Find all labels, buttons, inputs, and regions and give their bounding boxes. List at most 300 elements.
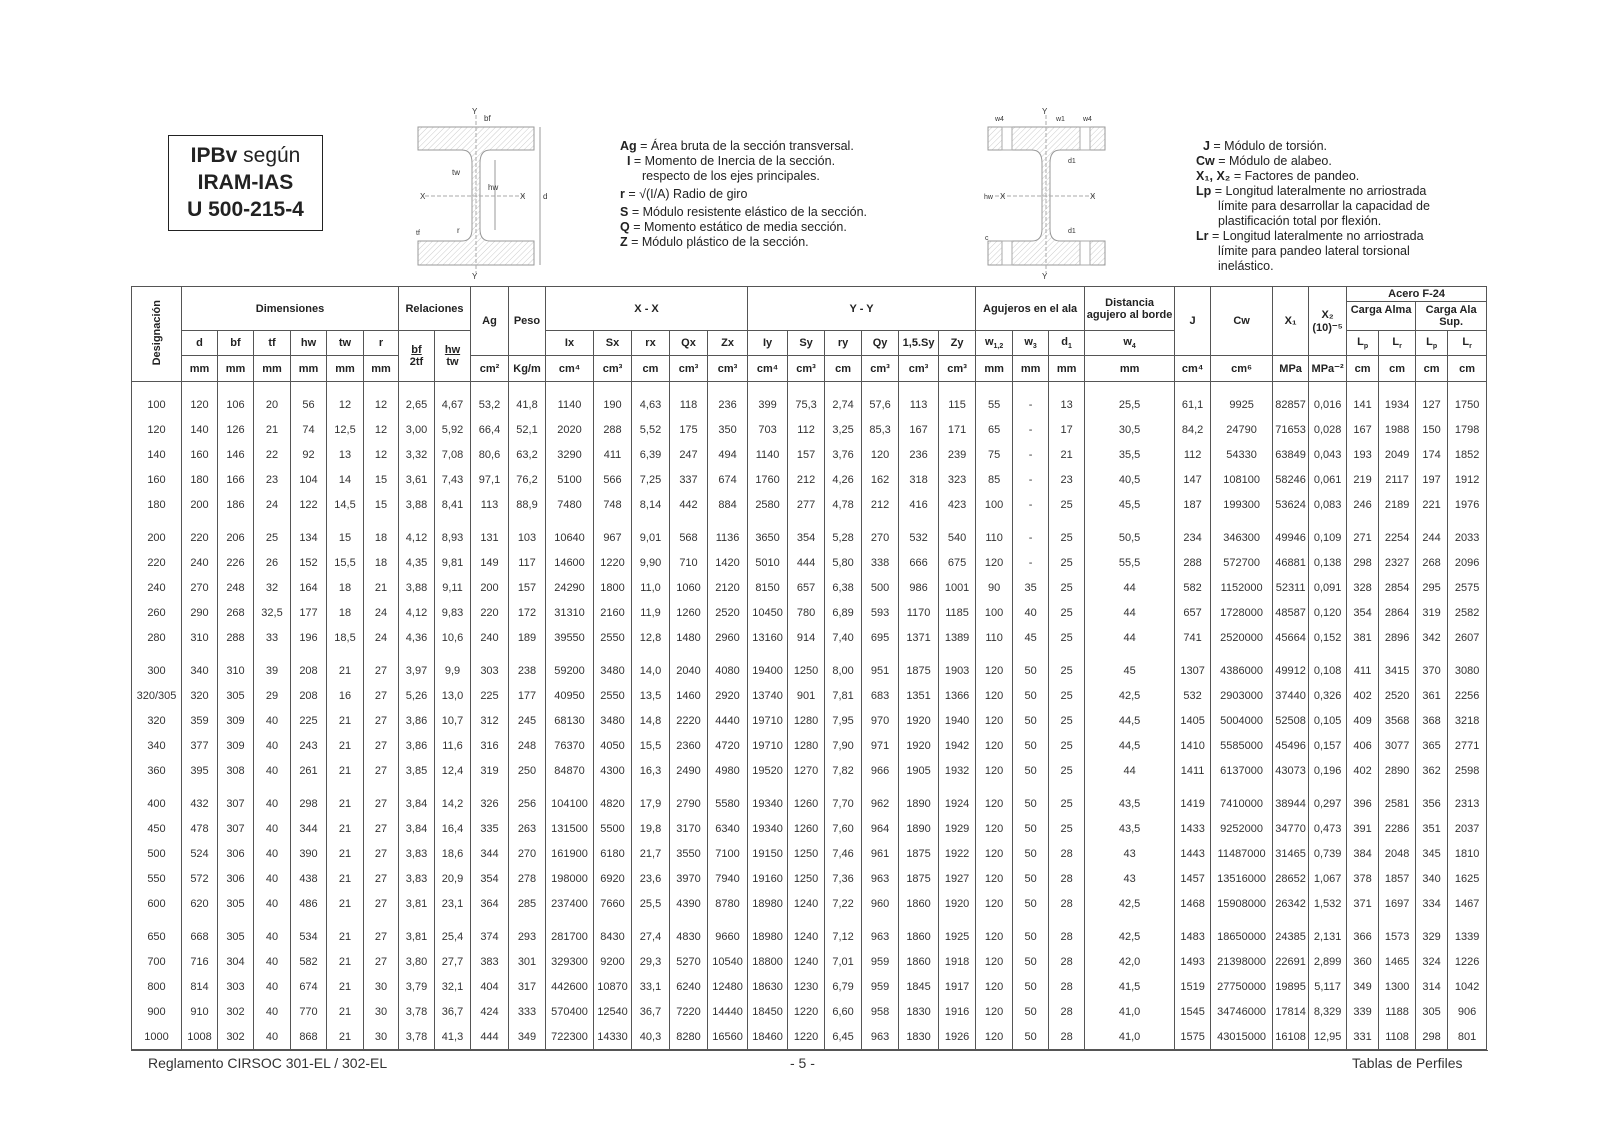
value-cell: 27 <box>364 758 399 783</box>
value-cell: 1927 <box>939 866 976 891</box>
value-cell: 1339 <box>1448 916 1487 949</box>
value-cell: 45 <box>1013 625 1049 650</box>
svg-text:hw: hw <box>984 194 993 201</box>
value-cell: 6137000 <box>1211 758 1273 783</box>
value-cell: 120 <box>976 683 1013 708</box>
value-cell: 49912 <box>1273 650 1309 683</box>
value-cell: 1140 <box>748 442 788 467</box>
value-cell: 0,157 <box>1309 733 1347 758</box>
table-row <box>132 816 1487 841</box>
svg-text:Y: Y <box>1042 107 1048 116</box>
value-cell: 416 <box>899 492 939 517</box>
value-cell: 6,39 <box>632 442 670 467</box>
value-cell: 344 <box>291 816 327 841</box>
value-cell: 3550 <box>670 841 708 866</box>
value-cell: 329300 <box>546 949 594 974</box>
value-cell: 570400 <box>546 999 594 1024</box>
value-cell: 532 <box>899 517 939 550</box>
value-cell: 161900 <box>546 841 594 866</box>
value-cell: 113 <box>471 492 509 517</box>
value-cell: 285 <box>509 891 546 916</box>
designation-cell: 240 <box>132 575 182 600</box>
ibeam-section-diagram <box>410 105 550 280</box>
value-cell: 305 <box>218 683 254 708</box>
value-cell: 120 <box>976 841 1013 866</box>
value-cell: 25,5 <box>632 891 670 916</box>
value-cell: 2490 <box>670 758 708 783</box>
value-cell: 1371 <box>899 625 939 650</box>
value-cell: 442 <box>670 492 708 517</box>
table-row <box>132 841 1487 866</box>
value-cell: 61,1 <box>1175 382 1211 418</box>
value-cell: 189 <box>509 625 546 650</box>
value-cell: 10540 <box>708 949 748 974</box>
value-cell: 6,45 <box>825 1024 862 1050</box>
value-cell: 56 <box>291 382 327 418</box>
value-cell: 409 <box>1347 708 1379 733</box>
value-cell: 1925 <box>939 916 976 949</box>
value-cell: 220 <box>182 517 218 550</box>
value-cell: 478 <box>182 816 218 841</box>
legend-ag: Ag = Área bruta de la sección transversal. <box>620 139 854 153</box>
value-cell: 45,5 <box>1085 492 1175 517</box>
value-cell: 288 <box>594 417 632 442</box>
value-cell: 13740 <box>748 683 788 708</box>
value-cell: 18,5 <box>327 625 364 650</box>
value-cell: 33 <box>254 625 291 650</box>
value-cell: 120 <box>976 783 1013 816</box>
value-cell: 71653 <box>1273 417 1309 442</box>
value-cell: 1875 <box>899 650 939 683</box>
value-cell: 245 <box>509 708 546 733</box>
value-cell: 212 <box>788 467 825 492</box>
value-cell: 236 <box>708 382 748 418</box>
value-cell: 43 <box>1085 866 1175 891</box>
value-cell: 2,131 <box>1309 916 1347 949</box>
value-cell: 263 <box>509 816 546 841</box>
header-cw: Cw <box>1211 287 1273 356</box>
value-cell: 11,6 <box>435 733 471 758</box>
value-cell: 44,5 <box>1085 708 1175 733</box>
value-cell: 180 <box>182 467 218 492</box>
value-cell: 6180 <box>594 841 632 866</box>
table-row <box>132 999 1487 1024</box>
value-cell: 27 <box>364 841 399 866</box>
value-cell: 37440 <box>1273 683 1309 708</box>
value-cell: 4,78 <box>825 492 862 517</box>
value-cell: 716 <box>182 949 218 974</box>
table-row <box>132 1024 1487 1050</box>
col-hw: hw <box>291 331 327 356</box>
title-code: U 500-215-4 <box>187 198 304 221</box>
table-row <box>132 758 1487 783</box>
value-cell: 3,86 <box>399 733 435 758</box>
value-cell: 5580 <box>708 783 748 816</box>
value-cell: 4050 <box>594 733 632 758</box>
value-cell: 3,61 <box>399 467 435 492</box>
legend-lp-cont1: límite para desarrollar la capacidad de <box>1218 199 1430 213</box>
value-cell: 0,152 <box>1309 625 1347 650</box>
designation-cell: 360 <box>132 758 182 783</box>
header-x2: X₂ (10)⁻⁵ <box>1309 287 1347 356</box>
header-relaciones: Relaciones <box>399 287 471 331</box>
value-cell: 1008 <box>182 1024 218 1050</box>
col-bf: bf <box>218 331 254 356</box>
header-xx: X - X <box>546 287 748 331</box>
table-row <box>132 650 1487 683</box>
value-cell: 406 <box>1347 733 1379 758</box>
value-cell: 13,5 <box>632 683 670 708</box>
value-cell: 620 <box>182 891 218 916</box>
value-cell: 1307 <box>1175 650 1211 683</box>
value-cell: 74 <box>291 417 327 442</box>
value-cell: 6340 <box>708 816 748 841</box>
value-cell: 186 <box>218 492 254 517</box>
value-cell: 28652 <box>1273 866 1309 891</box>
value-cell: 6,38 <box>825 575 862 600</box>
value-cell: 24 <box>364 600 399 625</box>
value-cell: 963 <box>862 866 899 891</box>
value-cell: 1483 <box>1175 916 1211 949</box>
value-cell: 84,2 <box>1175 417 1211 442</box>
value-cell: 18460 <box>748 1024 788 1050</box>
value-cell: 3,84 <box>399 783 435 816</box>
designation-cell: 260 <box>132 600 182 625</box>
value-cell: 288 <box>218 625 254 650</box>
value-cell: 1260 <box>670 600 708 625</box>
svg-text:c: c <box>985 235 989 242</box>
value-cell: 668 <box>182 916 218 949</box>
value-cell: 18 <box>327 575 364 600</box>
header-yy: Y - Y <box>748 287 976 331</box>
value-cell: 40 <box>254 1024 291 1050</box>
value-cell: 28 <box>1049 949 1085 974</box>
legend-x: X₁, X₂ = Factores de pandeo. <box>1196 169 1360 183</box>
value-cell: 50 <box>1013 999 1049 1024</box>
value-cell: 40,3 <box>632 1024 670 1050</box>
value-cell: 234 <box>1175 517 1211 550</box>
svg-text:tw: tw <box>452 168 460 177</box>
value-cell: 52311 <box>1273 575 1309 600</box>
value-cell: 2360 <box>670 733 708 758</box>
value-cell: 2048 <box>1379 841 1416 866</box>
col-zy: Zy <box>939 331 976 356</box>
value-cell: 1188 <box>1379 999 1416 1024</box>
value-cell: 1875 <box>899 841 939 866</box>
value-cell: 2189 <box>1379 492 1416 517</box>
value-cell: 395 <box>182 758 218 783</box>
value-cell: 18650000 <box>1211 916 1273 949</box>
value-cell: 1625 <box>1448 866 1487 891</box>
value-cell: 38944 <box>1273 783 1309 816</box>
value-cell: 147 <box>1175 467 1211 492</box>
value-cell: 371 <box>1347 891 1379 916</box>
value-cell: 301 <box>509 949 546 974</box>
value-cell: 3480 <box>594 650 632 683</box>
value-cell: 1493 <box>1175 949 1211 974</box>
legend-lr-cont2: inelástico. <box>1218 259 1274 273</box>
value-cell: 770 <box>291 999 327 1024</box>
value-cell: 7,46 <box>825 841 862 866</box>
value-cell: 302 <box>218 999 254 1024</box>
value-cell: 0,120 <box>1309 600 1347 625</box>
value-cell: 55,5 <box>1085 550 1175 575</box>
value-cell: 40 <box>1013 600 1049 625</box>
value-cell: 1420 <box>708 550 748 575</box>
value-cell: 1800 <box>594 575 632 600</box>
value-cell: 295 <box>1416 575 1448 600</box>
value-cell: 3,88 <box>399 575 435 600</box>
value-cell: 41,8 <box>509 382 546 418</box>
value-cell: 7,95 <box>825 708 862 733</box>
value-cell: - <box>1013 550 1049 575</box>
value-cell: 120 <box>182 382 218 418</box>
value-cell: 329 <box>1416 916 1448 949</box>
value-cell: 4,35 <box>399 550 435 575</box>
value-cell: 200 <box>182 492 218 517</box>
value-cell: 277 <box>788 492 825 517</box>
value-cell: 305 <box>1416 999 1448 1024</box>
value-cell: 50 <box>1013 683 1049 708</box>
value-cell: 7,12 <box>825 916 862 949</box>
value-cell: 27 <box>364 683 399 708</box>
value-cell: 32 <box>254 575 291 600</box>
value-cell: 41,5 <box>1085 974 1175 999</box>
profile-table: Designación Dimensiones Relaciones Ag Peso X - X Y - Y Agujeros en el ala Distancia agujero al borde J Cw X₁ X₂ (10)⁻⁵ Acero F-24 Carga Alma Carga Ala Sup. d bf tf hw tw r bf 2tf hw tw Ix Sx rx Qx Zx Iy Sy ry Qy 1,5.Sy Zy $w_{1,2}$ $w_3$ $d_1$ $w_4$ $L_p$ $L_r$ $L_p$ $L_r$ mm mm mm mm mm mm cm² Kg/m cm⁴ cm³ cm cm³ cm³ cm⁴ cm³ cm cm³ cm³ cm³ mm mm mm mm cm⁴ cm⁶ MPa MPa⁻² cm cm cm cm 100 120 106 20 56 12 12 2,65 4,67 53,2 41,8 1140 190 4,63 118 236 399 75,3 2,74 57,6 113 115 55 - 13 25,5 61,1 9925 82857 0,016 141 1934 127 1750 120 140 126 21 74 12,5 12 3,00 5,92 66,4 52,1 2020 288 5,52 175 350 703 112 3,25 85,3 167 171 65 - 17 30,5 84,2 24790 71653 0,028 167 1988 150 1798 140 160 146 22 92 13 12 3,32 7,08 80,6 63,2 3290 411 6,39 247 494 1140 157 3,76 120 236 239 75 - 21 35,5 112 54330 63849 0,043 193 2049 174 1852 160 180 166 23 104 14 15 3,61 7,43 97,1 76,2 5100 566 7,25 337 674 1760 212 4,26 162 318 323 85 - 23 40,5 147 108100 58246 0,061 219 2117 197 1912 180 200 186 24 122 14,5 15 3,88 8,41 113 88,9 7480 748 8,14 442 884 2580 277 4,78 212 416 423 100 - 25 45,5 187 199300 53624 0,083 246 2189 221 1976 200 220 206 25 134 15 18 4,12 8,93 131 103 10640 967 9,01 568 1136 3650 354 5,28 270 532 540 110 - 25 50,5 234 346300 49946 0,109 271 2254 244 2033 220 240 226 26 152 15,5 18 4,35 9,81 149 117 14600 1220 9,90 710 1420 5010 444 5,80 338 666 675 120 - 25 55,5 288 572700 46881 0,138 298 2327 268 2096 240 270 248 32 164 18 21 3,88 9,11 200 157 24290 1800 11,0 1060 2120 8150 657 6,38 500 986 1001 90 35 25 44 582 1152000 52311 0,091 328 2854 295 2575 260 290 268 32,5 177 18 24 4,12 9,83 220 172 31310 2160 11,9 1260 2520 10450 780 6,89 593 1170 1185 100 40 25 44 657 1728000 48587 0,120 354 2864 319 2582 280 310 288 33 196 18,5 24 4,36 10,6 240 189 39550 2550 12,8 1480 2960 13160 914 7,40 695 1371 1389 110 45 25 44 741 2520000 45664 0,152 381 2896 342 2607 300 340 310 39 208 21 27 3,97 9,9 303 238 59200 3480 14,0 2040 4080 19400 1250 8,00 951 1875 1903 120 50 25 45 1307 4386000 49912 0,108 411 3415 370 3080 320/305 320 305 29 208 16 27 5,26 13,0 225 177 40950 2550 13,5 1460 2920 13740 901 7,81 683 1351 1366 120 50 25 42,5 532 2903000 37440 0,326 402 2520 361 2256 320 359 309 40 225 21 27 3,86 10,7 312 245 68130 3480 14,8 2220 4440 19710 1280 7,95 970 1920 1940 120 50 25 44,5 1405 5004000 52508 0,105 409 3568 368 3218 340 377 309 40 243 21 27 3,86 11,6 316 248 76370 4050 15,5 2360 4720 19710 1280 7,90 971 1920 1942 120 50 25 44,5 1410 5585000 45496 0,157 406 3077 365 2771 360 395 308 40 261 21 27 3,85 12,4 319 250 84870 4300 16,3 2490 4980 19520 1270 7,82 966 1905 1932 120 50 25 44 1411 6137000 43073 0,196 402 2890 362 2598 400 432 307 40 298 21 27 3,84 14,2 326 256 104100 4820 17,9 2790 5580 19340 1260 7,70 962 1890 1924 120 50 25 43,5 1419 7410000 38944 0,297 396 2581 356 2313 450 478 307 40 344 21 27 3,84 16,4 335 263 131500 5500 19,8 3170 6340 19340 1260 7,60 964 1890 1929 120 50 25 43,5 1433 9252000 34770 0,473 391 2286 351 2037 500 524 306 40 390 21 27 3,83 18,6 344 270 161900 6180 21,7 3550 7100 19150 1250 7,46 961 1875 1922 120 50 28 43 1443 11487000 31465 0,739 384 2048 345 1810 550 572 306 40 438 21 27 3,83 20,9 354 278 198000 6920 23,6 3970 7940 19160 1250 7,36 963 1875 1927 120 50 28 43 1457 13516000 28652 1,067 378 1857 340 1625 600 620 305 40 486 21 27 3,81 23,1 364 285 237400 7660 25,5 4390 8780 18980 1240 7,22 960 1860 1920 120 50 28 42,5 1468 15908000 26342 1,532 371 1697 334 1467 650 668 305 40 534 21 27 3,81 25,4 374 293 281700 8430 27,4 4830 9660 18980 1240 7,12 963 1860 1925 120 50 28 42,5 1483 18650000 24385 2,131 366 1573 329 1339 700 716 304 40 582 21 27 3,80 27,7 383 301 329300 9200 29,3 5270 10540 18800 1240 7,01 959 1860 1918 120 50 28 42,0 1493 21398000 22691 2,899 360 1465 324 1226 800 814 303 40 674 21 30 3,79 32,1 404 317 442600 10870 33,1 6240 12480 18630 1230 6,79 959 1845 1917 120 50 28 41,5 1519 27750000 19895 5,117 349 1300 314 1042 900 910 302 40 770 21 30 3,78 36,7 424 333 570400 12540 36,7 7220 14440 18450 1220 6,60 958 1830 1916 120 50 28 41,0 1545 34746000 17814 8,329 339 1188 305 906 1000 1008 302 40 868 21 30 3,78 41,3 444 349 722300 14330 40,3 8280 16560 18460 1220 6,45 963 1830 1926 120 50 28 41,0 1575 43015000 16108 12,95 331 1108 298 801 <box>131 286 1487 1050</box>
value-cell: 356 <box>1416 783 1448 816</box>
value-cell: 0,028 <box>1309 417 1347 442</box>
value-cell: 1912 <box>1448 467 1487 492</box>
designation-cell: 300 <box>132 650 182 683</box>
value-cell: 12,5 <box>327 417 364 442</box>
value-cell: 4820 <box>594 783 632 816</box>
value-cell: 120 <box>976 916 1013 949</box>
value-cell: 14600 <box>546 550 594 575</box>
value-cell: 411 <box>1347 650 1379 683</box>
value-cell: 4386000 <box>1211 650 1273 683</box>
value-cell: 1240 <box>788 949 825 974</box>
legend-lr: Lr = Longitud lateralmente no arriostrada <box>1196 229 1424 243</box>
value-cell: 46881 <box>1273 550 1309 575</box>
value-cell: 76,2 <box>509 467 546 492</box>
value-cell: 3,88 <box>399 492 435 517</box>
value-cell: 21,7 <box>632 841 670 866</box>
value-cell: 6920 <box>594 866 632 891</box>
value-cell: 40,5 <box>1085 467 1175 492</box>
value-cell: 1890 <box>899 816 939 841</box>
value-cell: 1760 <box>748 467 788 492</box>
value-cell: 365 <box>1416 733 1448 758</box>
col-lp-ala: $L_p$ <box>1416 331 1448 356</box>
value-cell: 118 <box>670 382 708 418</box>
value-cell: 1230 <box>788 974 825 999</box>
value-cell: 780 <box>788 600 825 625</box>
value-cell: 349 <box>509 1024 546 1050</box>
value-cell: 5,28 <box>825 517 862 550</box>
value-cell: 35 <box>1013 575 1049 600</box>
table-row <box>132 891 1487 916</box>
value-cell: 9,83 <box>435 600 471 625</box>
value-cell: 16560 <box>708 1024 748 1050</box>
value-cell: 15 <box>364 492 399 517</box>
value-cell: 44 <box>1085 758 1175 783</box>
value-cell: 340 <box>1416 866 1448 891</box>
value-cell: 50 <box>1013 916 1049 949</box>
value-cell: 18450 <box>748 999 788 1024</box>
value-cell: 23,1 <box>435 891 471 916</box>
value-cell: 150 <box>1416 417 1448 442</box>
footer-page-number: - 5 - <box>790 1055 815 1071</box>
designation-cell: 100 <box>132 382 182 418</box>
value-cell: 424 <box>471 999 509 1024</box>
value-cell: 2040 <box>670 650 708 683</box>
value-cell: 120 <box>862 442 899 467</box>
value-cell: 25 <box>1049 758 1085 783</box>
value-cell: 2550 <box>594 683 632 708</box>
value-cell: - <box>1013 417 1049 442</box>
value-cell: 298 <box>1416 1024 1448 1050</box>
value-cell: 120 <box>976 733 1013 758</box>
table-row <box>132 492 1487 517</box>
value-cell: 41,0 <box>1085 1024 1175 1050</box>
legend-i-cont: respecto de los ejes principales. <box>642 169 820 183</box>
value-cell: 103 <box>509 517 546 550</box>
table-row <box>132 949 1487 974</box>
designation-cell: 650 <box>132 916 182 949</box>
value-cell: 42,5 <box>1085 916 1175 949</box>
value-cell: 45664 <box>1273 625 1309 650</box>
value-cell: 50 <box>1013 783 1049 816</box>
value-cell: 4,63 <box>632 382 670 418</box>
value-cell: 28 <box>1049 999 1085 1024</box>
value-cell: 19400 <box>748 650 788 683</box>
value-cell: 331 <box>1347 1024 1379 1050</box>
value-cell: 5585000 <box>1211 733 1273 758</box>
table-row <box>132 600 1487 625</box>
value-cell: 2049 <box>1379 442 1416 467</box>
value-cell: 21 <box>364 575 399 600</box>
value-cell: 1932 <box>939 758 976 783</box>
designation-cell: 180 <box>132 492 182 517</box>
value-cell: 1573 <box>1379 916 1416 949</box>
value-cell: 4,12 <box>399 517 435 550</box>
value-cell: 444 <box>788 550 825 575</box>
value-cell: 26342 <box>1273 891 1309 916</box>
value-cell: 402 <box>1347 758 1379 783</box>
value-cell: 308 <box>218 758 254 783</box>
value-cell: 3,81 <box>399 916 435 949</box>
col-hw-tw: hw tw <box>435 331 471 382</box>
value-cell: 964 <box>862 816 899 841</box>
value-cell: 3,84 <box>399 816 435 841</box>
value-cell: 43,5 <box>1085 783 1175 816</box>
value-cell: 5004000 <box>1211 708 1273 733</box>
value-cell: 18 <box>364 517 399 550</box>
value-cell: 1920 <box>939 891 976 916</box>
value-cell: 1152000 <box>1211 575 1273 600</box>
value-cell: 250 <box>509 758 546 783</box>
value-cell: 120 <box>976 550 1013 575</box>
value-cell: 7,01 <box>825 949 862 974</box>
value-cell: 5,80 <box>825 550 862 575</box>
value-cell: 100 <box>976 600 1013 625</box>
value-cell: 1728000 <box>1211 600 1273 625</box>
value-cell: 7,82 <box>825 758 862 783</box>
value-cell: 25 <box>254 517 291 550</box>
value-cell: 3568 <box>1379 708 1416 733</box>
value-cell: 22 <box>254 442 291 467</box>
value-cell: 21 <box>327 866 364 891</box>
footer-divider <box>131 1050 1488 1051</box>
value-cell: 1467 <box>1448 891 1487 916</box>
value-cell: 53624 <box>1273 492 1309 517</box>
value-cell: 1240 <box>788 891 825 916</box>
value-cell: 15,5 <box>632 733 670 758</box>
header-peso: Peso <box>509 287 546 356</box>
value-cell: 13516000 <box>1211 866 1273 891</box>
value-cell: 12,95 <box>1309 1024 1347 1050</box>
value-cell: 97,1 <box>471 467 509 492</box>
value-cell: 5,117 <box>1309 974 1347 999</box>
value-cell: 342 <box>1416 625 1448 650</box>
value-cell: 741 <box>1175 625 1211 650</box>
value-cell: 40 <box>254 949 291 974</box>
value-cell: 10870 <box>594 974 632 999</box>
value-cell: 27 <box>364 891 399 916</box>
table-row <box>132 866 1487 891</box>
designation-cell: 700 <box>132 949 182 974</box>
value-cell: 26 <box>254 550 291 575</box>
value-cell: 9660 <box>708 916 748 949</box>
svg-text:w1: w1 <box>1056 116 1065 123</box>
value-cell: 25 <box>1049 783 1085 816</box>
value-cell: 19,8 <box>632 816 670 841</box>
value-cell: 8,00 <box>825 650 862 683</box>
value-cell: 966 <box>862 758 899 783</box>
value-cell: 8430 <box>594 916 632 949</box>
value-cell: 3,78 <box>399 1024 435 1050</box>
col-tf: tf <box>254 331 291 356</box>
legend-cw: Cw = Módulo de alabeo. <box>1196 154 1332 168</box>
value-cell: 45496 <box>1273 733 1309 758</box>
designation-cell: 320/305 <box>132 683 182 708</box>
value-cell: 6240 <box>670 974 708 999</box>
value-cell: 190 <box>594 382 632 418</box>
value-cell: 52,1 <box>509 417 546 442</box>
value-cell: 25 <box>1049 517 1085 550</box>
value-cell: 177 <box>509 683 546 708</box>
value-cell: 9,11 <box>435 575 471 600</box>
value-cell: 25 <box>1049 708 1085 733</box>
value-cell: 1433 <box>1175 816 1211 841</box>
value-cell: 35,5 <box>1085 442 1175 467</box>
value-cell: 21398000 <box>1211 949 1273 974</box>
value-cell: 1220 <box>594 550 632 575</box>
value-cell: 1443 <box>1175 841 1211 866</box>
value-cell: 2520 <box>708 600 748 625</box>
value-cell: 572700 <box>1211 550 1273 575</box>
value-cell: 1260 <box>788 783 825 816</box>
svg-text:X: X <box>1090 192 1096 201</box>
value-cell: 1890 <box>899 783 939 816</box>
value-cell: 18800 <box>748 949 788 974</box>
value-cell: 13 <box>327 442 364 467</box>
value-cell: 19710 <box>748 733 788 758</box>
value-cell: 40 <box>254 866 291 891</box>
value-cell: 971 <box>862 733 899 758</box>
value-cell: - <box>1013 467 1049 492</box>
value-cell: 540 <box>939 517 976 550</box>
